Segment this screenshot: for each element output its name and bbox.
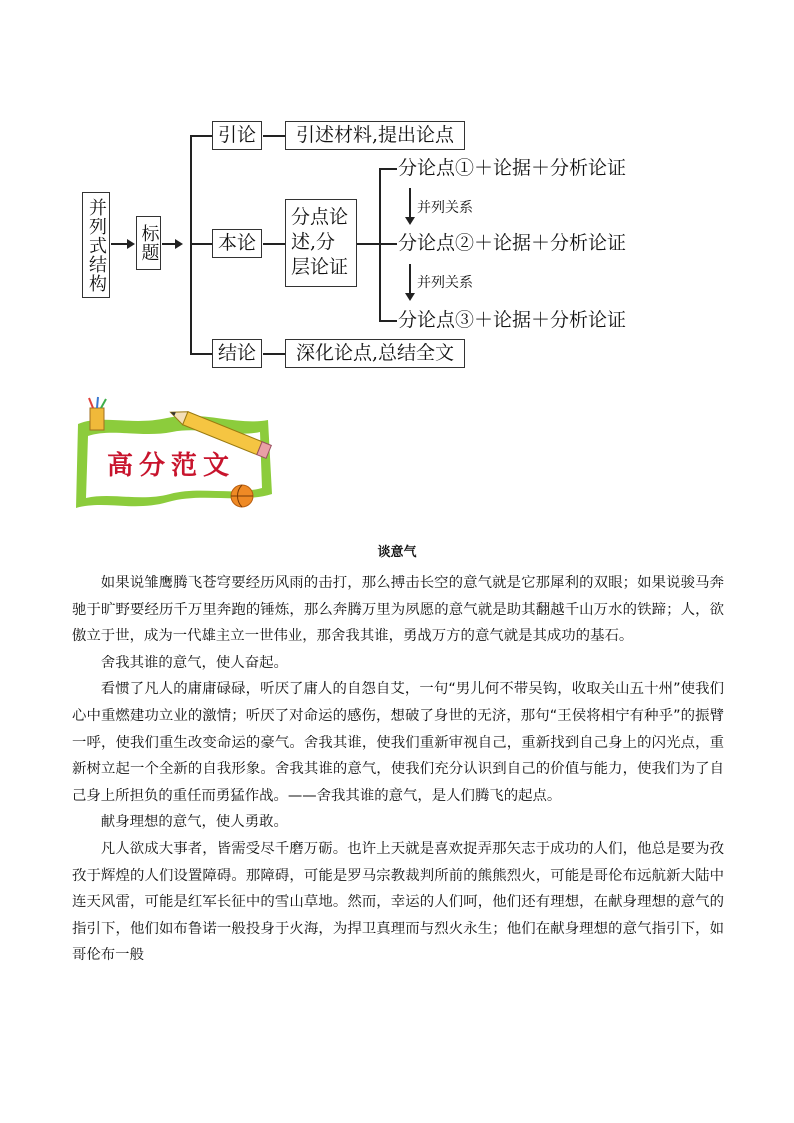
article-body — [72, 570, 724, 969]
bracket-line — [190, 135, 192, 354]
intro-box — [212, 121, 262, 150]
connector — [263, 135, 285, 137]
article-title: 谈意气 — [377, 545, 417, 560]
relation-label-2: 并列关系 — [417, 275, 473, 291]
conclusion-label: 结论 — [217, 342, 256, 364]
intro-desc: 引述材料,提出论点 — [295, 124, 455, 146]
arrow-right-icon — [175, 239, 183, 249]
down-arrow-line — [409, 264, 411, 294]
intro-label: 引论 — [217, 124, 256, 146]
conclusion-desc: 深化论点,总结全文 — [295, 342, 455, 364]
article-paragraph: 如果说雏鹰腾飞苍穹要经历风雨的击打，那么搏击长空的意气就是它那犀利的双眼；如果说骏马奔驰于旷野要经历千万里奔跑的锤炼，那么奔腾万里为夙愿的意气就是助其翻越千山万水的铁蹄；人，欲傲立于世，成为一代雄主立一世伟业，那舍我其谁，勇战万方的意气就是其成功的基石。 — [72, 575, 724, 645]
sub-point-1: 分论点①＋论据＋分析论证 — [398, 157, 627, 179]
article-paragraph: 舍我其谁的意气，使人奋起。 — [100, 654, 288, 671]
arrow-down-icon — [405, 293, 415, 301]
relation-label-1: 并列关系 — [417, 200, 473, 216]
sub-point-3: 分论点③＋论据＋分析论证 — [398, 309, 627, 331]
body-label: 本论 — [217, 232, 256, 254]
connector — [263, 353, 285, 355]
connector — [162, 243, 176, 245]
connector — [190, 353, 212, 355]
body-method-line: 述,分 — [291, 231, 336, 253]
sub-point-2: 分论点②＋论据＋分析论证 — [398, 232, 627, 254]
body-method-box — [285, 199, 357, 287]
connector — [379, 243, 397, 245]
conclusion-desc-box — [285, 339, 465, 368]
connector — [379, 168, 397, 170]
title-label: 标题 — [138, 224, 160, 262]
connector — [263, 243, 285, 245]
structure-diagram — [0, 0, 794, 380]
body-method-line: 层论证 — [291, 256, 349, 278]
intro-desc-box — [285, 121, 465, 150]
connector — [357, 243, 379, 245]
conclusion-box — [212, 339, 262, 368]
body-box — [212, 229, 262, 258]
title-box — [136, 216, 161, 270]
arrow-right-icon — [127, 239, 135, 249]
connector — [379, 320, 397, 322]
root-box — [82, 192, 110, 298]
down-arrow-line — [409, 188, 411, 218]
article-paragraph: 凡人欲成大事者，皆需受尽千磨万砺。也许上天就是喜欢捉弄那矢志于成功的人们，他总是要为孜孜于辉煌的人们设置障碍。那障碍，可能是罗马宗教裁判所前的熊熊烈火，可能是哥伦布远航新大陆中连天风雷，可能是红军长征中的雪山草地。然而，幸运的人们呵，他们还有理想，在献身理想的意气的指引下，他们如布鲁诺一般投身于火海，为捍卫真理而与烈火永生；他们在献身理想的意气指引下，如哥伦布一般 — [72, 840, 724, 964]
connector — [190, 243, 212, 245]
article-paragraph: 献身理想的意气，使人勇敢。 — [100, 814, 288, 831]
article-paragraph: 看惯了凡人的庸庸碌碌，听厌了庸人的自怨自艾，一句“男儿何不带吴钩，收取关山五十州”使我们心中重燃建功立业的激情；听厌了对命运的感伤，想破了身世的无济，那句“王侯将相宁有种乎”的振臂一呼，使我们重生改变命运的豪气。舍我其谁，使我们重新审视自己，重新找到自己身上的闪光点，重新树立起一个全新的自我形象。舍我其谁的意气，使我们充分认识到自己的价值与能力，使我们为了自己身上所担负的重任而勇猛作战。——舍我其谁的意气，是人们腾飞的起点。 — [72, 681, 724, 804]
ball-icon — [231, 485, 253, 507]
pencil-cup-icon — [89, 397, 106, 430]
banner-title: 高分范文 — [106, 451, 235, 481]
body-method-line: 分点论 — [291, 206, 349, 228]
arrow-down-icon — [405, 217, 415, 225]
connector — [190, 135, 212, 137]
root-label: 并列式结构 — [86, 197, 107, 293]
